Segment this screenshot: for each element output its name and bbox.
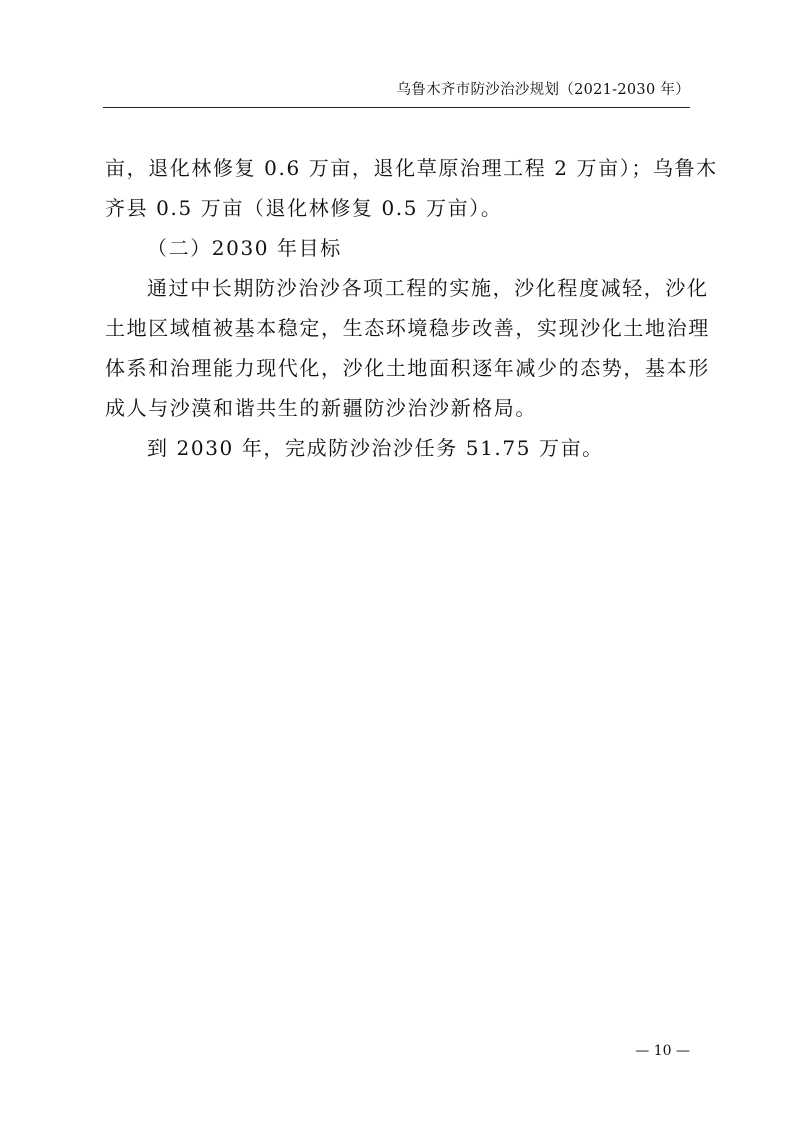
paragraph-2-line-4: 成人与沙漠和谐共生的新疆防沙治沙新格局。 [105,396,537,420]
document-body [105,148,718,468]
page-number: — 10 — [635,1043,690,1059]
header-divider [103,107,690,108]
paragraph-1-line-1: 亩，退化林修复 0.6 万亩，退化草原治理工程 2 万亩）；乌鲁木 [105,156,718,180]
paragraph-3-line-1: 到 2030 年，完成防沙治沙任务 51.75 万亩。 [147,436,604,460]
section-heading: （二）2030 年目标 [147,236,342,260]
paragraph-2-line-1: 通过中长期防沙治沙各项工程的实施，沙化程度减轻，沙化 [147,276,709,300]
paragraph-2-line-2: 土地区域植被基本稳定，生态环境稳步改善，实现沙化土地治理 [105,316,710,340]
paragraph-1-line-2: 齐县 0.5 万亩（退化林修复 0.5 万亩）。 [105,196,503,220]
paragraph-2-line-3: 体系和治理能力现代化，沙化土地面积逐年减少的态势，基本形 [105,356,710,380]
running-header: 乌鲁木齐市防沙治沙规划（2021-2030 年） [396,82,690,98]
